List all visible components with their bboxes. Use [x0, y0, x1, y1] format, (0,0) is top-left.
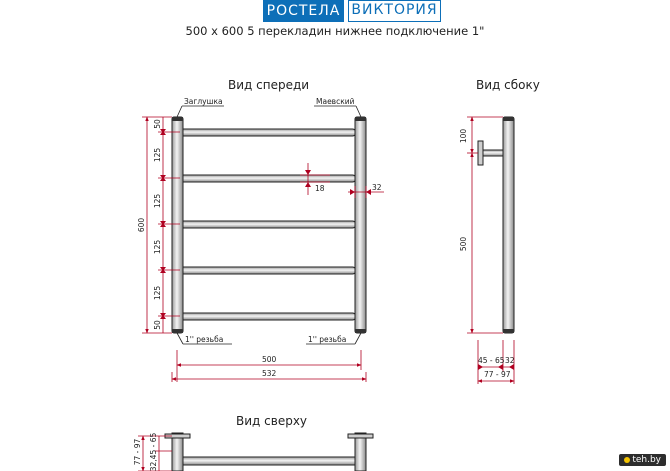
left-vertical-tube — [172, 117, 183, 333]
front-view-title: Вид спереди — [228, 78, 310, 92]
thread-left-label: 1'' резьба — [185, 335, 224, 344]
left-tube-bottom-cap — [172, 329, 183, 333]
top-view-crossbar — [172, 457, 366, 465]
dim-bar-thickness: 18 — [315, 184, 325, 193]
dim-segment-2: 125 — [153, 193, 162, 209]
thread-right-label: 1'' резьба — [308, 335, 347, 344]
product-name-badge: ВИКТОРИЯ — [348, 0, 441, 22]
dim-total-width: 532 — [262, 369, 277, 378]
dim-total-height: 600 — [137, 217, 146, 233]
dim-segment-4: 125 — [153, 285, 162, 301]
wall-bracket-plate — [478, 141, 483, 165]
front-crossbars — [180, 129, 356, 320]
top-view-left-tube — [172, 433, 183, 471]
watermark-text: teh.by — [632, 455, 661, 465]
top-dim-offset: 32,45 - 65 — [149, 432, 158, 471]
side-dim-height: 500 — [459, 236, 468, 252]
dim-segment-bottom: 50 — [153, 320, 162, 330]
left-tube-top-cap — [172, 117, 183, 121]
top-dim-depth: 77 - 97 — [133, 438, 142, 466]
plug-leader-line — [177, 106, 182, 117]
top-view-right-tube — [355, 433, 366, 471]
crossbar-3 — [180, 221, 356, 228]
dim-segment-3: 125 — [153, 239, 162, 255]
dim-axis-width: 500 — [262, 355, 277, 364]
crossbar-4 — [180, 267, 356, 274]
side-vertical-tube — [503, 117, 514, 333]
side-dim-top: 100 — [459, 128, 468, 144]
right-tube-top-cap — [355, 117, 366, 121]
watermark-badge — [619, 454, 666, 466]
side-dim-depth: 77 - 97 — [484, 370, 511, 379]
thread-right-leader — [355, 333, 361, 344]
right-tube-bottom-cap — [355, 329, 366, 333]
brand-logo-rostela: РОСТЕЛА — [263, 0, 344, 22]
wall-bracket-arm — [483, 150, 503, 156]
watermark-dot-icon — [624, 457, 630, 463]
dim-segment-1: 125 — [153, 147, 162, 163]
crossbar-5 — [180, 313, 356, 320]
side-view-title: Вид сбоку — [476, 78, 540, 92]
mayevsky-label: Маевский — [316, 97, 355, 106]
side-dim-offset: 45 - 65 — [478, 356, 505, 365]
plug-label: Заглушка — [184, 97, 223, 106]
right-vertical-tube — [355, 117, 366, 333]
top-view-right-bracket — [348, 434, 373, 438]
mayevsky-leader-line — [356, 106, 361, 117]
dim-tube-diameter: 32 — [372, 183, 382, 192]
top-view-title: Вид сверху — [236, 414, 308, 428]
thread-left-leader — [177, 333, 183, 344]
crossbar-2 — [180, 175, 356, 182]
dim-segment-top: 50 — [153, 119, 162, 129]
side-height-dimensions — [467, 117, 503, 333]
product-subtitle: 500 x 600 5 перекладин нижнее подключение 1" — [185, 24, 485, 38]
side-dim-tube: 32 — [505, 356, 515, 365]
crossbar-1 — [180, 129, 356, 136]
